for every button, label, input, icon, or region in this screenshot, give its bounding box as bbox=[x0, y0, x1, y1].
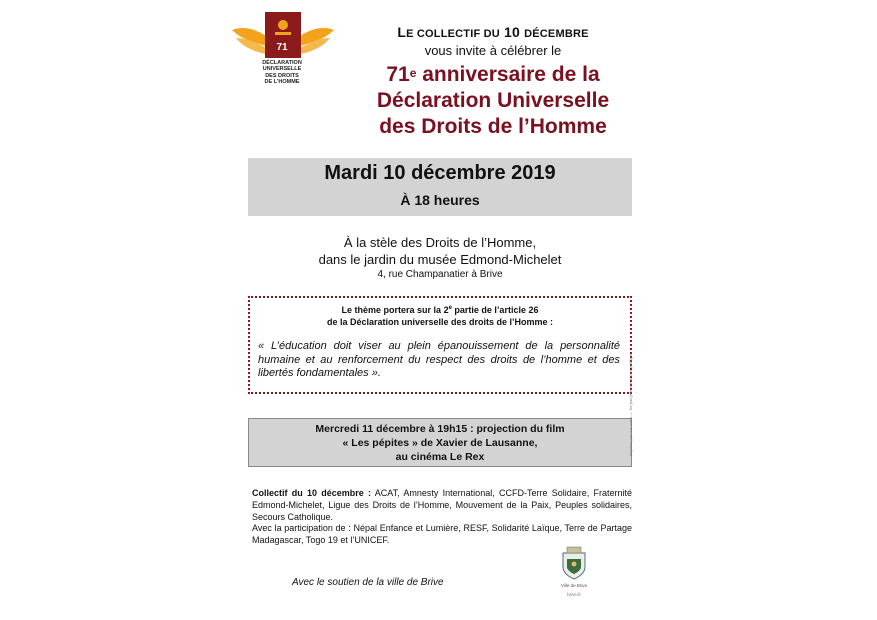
invite-line: vous invite à célébrer le bbox=[424, 43, 562, 58]
organizer-heading: LE COLLECTIF DU 10 DÉCEMBRE bbox=[397, 24, 589, 40]
location-address: 4, rue Champanatier à Brive bbox=[377, 269, 503, 280]
logo-number: 71 bbox=[276, 42, 288, 53]
event-time: À 18 heures bbox=[400, 192, 480, 208]
theme-line-1: Le thème portera sur la 2e partie de l’article 26 bbox=[341, 305, 539, 315]
event-title: 71e anniversaire de la Déclaration Universelle des Droits de l’Homme bbox=[376, 63, 610, 138]
side-print-note: Imprimé par nos soins — Ne pas jeter sur la voie publique bbox=[628, 353, 633, 456]
film-line-1: Mercredi 11 décembre à 19h15 : projection du film bbox=[315, 423, 565, 435]
support-note: Avec le soutien de la ville de Brive bbox=[292, 577, 444, 588]
collectif-members: Collectif du 10 décembre : ACAT, Amnesty International, CCFD-Terre Solidaire, Fraternité Edmond-Michelet, Ligue des Droits de l’Homme, Mouvement de la Paix, Peuples solidaires, Secours Catholique. bbox=[252, 488, 632, 522]
crest-subcaption: brive.fr bbox=[567, 592, 581, 597]
crest-caption: Ville de Brive bbox=[560, 583, 588, 588]
film-line-3: au cinéma Le Rex bbox=[395, 451, 485, 463]
location-line-1: À la stèle des Droits de l’Homme, bbox=[343, 235, 537, 250]
film-line-2: « Les pépites » de Xavier de Lausanne, bbox=[342, 437, 538, 449]
logo-sun bbox=[278, 20, 288, 30]
article-quote: « L’éducation doit viser au plein épanouissement de la personnalité humaine et au renforcement du respect des droits de l’homme et des libertés fondamentales ». bbox=[258, 340, 620, 379]
event-date: Mardi 10 décembre 2019 bbox=[324, 162, 556, 184]
participation-list: Avec la participation de : Népal Enfance et Lumière, RESF, Solidarité Laïque, Terre de Partage Madagascar, Togo 19 et l’UNICEF. bbox=[252, 523, 632, 545]
brive-crest-icon bbox=[557, 545, 591, 581]
location-line-2: dans le jardin du musée Edmond-Michelet bbox=[318, 252, 562, 267]
theme-line-2: de la Déclaration universelle des droits de l’Homme : bbox=[326, 317, 554, 327]
logo-caption: DÉCLARATION UNIVERSELLE DES DROITS DE L'HOMME bbox=[262, 60, 302, 86]
